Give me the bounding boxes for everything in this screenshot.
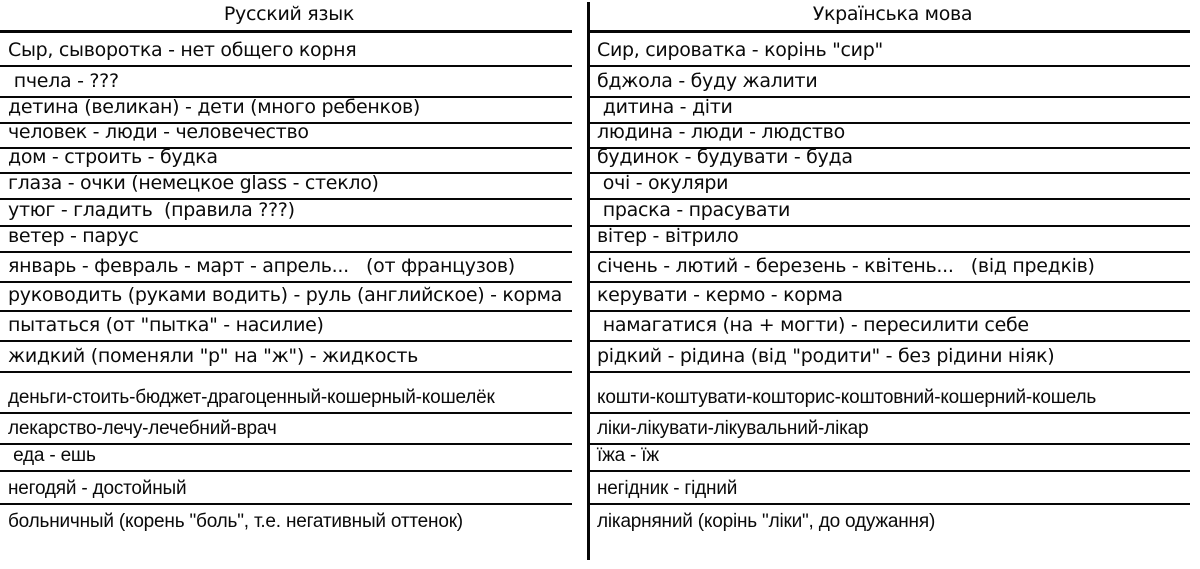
- cell-russian: ветер - парус: [0, 227, 572, 253]
- cell-russian: еда - ешь: [0, 445, 572, 472]
- table-row: [0, 472, 1200, 505]
- cell-russian: жидкий (поменяли "р" на "ж") - жидкость: [0, 342, 572, 373]
- table-row: [0, 33, 1200, 67]
- line-gap: [572, 312, 588, 342]
- cell-ukrainian: будинок - будувати - буда: [588, 149, 1190, 174]
- cell-ukrainian: дитина - діти: [588, 98, 1190, 124]
- cell-russian: руководить (руками водить) - руль (английское) - корма: [0, 283, 572, 312]
- line-gap: [572, 414, 588, 445]
- cell-ukrainian: лікарняний (корінь "ліки", до одужання): [597, 511, 936, 532]
- cell-ukrainian: людина - люди - людство: [588, 124, 1190, 149]
- line-gap: [572, 472, 588, 505]
- table-row: [0, 67, 1200, 98]
- cell-russian: человек - люди - человечество: [0, 124, 572, 149]
- cell-russian: лекарство-лечу-лечебний-врач: [0, 414, 572, 445]
- cell-russian: негодяй - достойный: [0, 472, 572, 505]
- line-gap: [572, 283, 588, 312]
- table-row: [0, 414, 1200, 445]
- cell-ukrainian: вітер - вітрило: [588, 227, 1190, 253]
- cell-russian: глаза - очки (немецкое glass - стекло): [0, 174, 572, 200]
- cell-russian: больничный (корень "боль", т.е. негативный оттенок): [8, 511, 463, 532]
- cell-ukrainian: січень - лютий - березень - квітень... (від предків): [588, 253, 1190, 283]
- cell-russian: пытаться (от "пытка" - насилие): [0, 312, 572, 342]
- line-gap: [572, 67, 588, 98]
- table-row: [0, 445, 1200, 472]
- cell-ukrainian: Сир, сироватка - корінь "сир": [588, 33, 1190, 67]
- line-gap: [572, 149, 588, 174]
- line-gap: [572, 445, 588, 472]
- cell-russian: январь - февраль - март - апрель... (от французов): [0, 253, 572, 283]
- cell-ukrainian: очі - окуляри: [588, 174, 1190, 200]
- table-header-row: [0, 0, 1200, 33]
- table-row: [0, 312, 1200, 342]
- table-row: [0, 342, 1200, 373]
- line-gap: [572, 174, 588, 200]
- line-gap: [572, 342, 588, 373]
- cell-ukrainian: рідкий - рідина (від "родити" - без рідини ніяк): [588, 342, 1190, 373]
- table-row: [0, 200, 1200, 227]
- cell-ukrainian: негідник - гідний: [588, 472, 1190, 505]
- table-body: [0, 33, 1200, 569]
- cell-ukrainian: керувати - кермо - корма: [588, 283, 1190, 312]
- line-gap: [572, 227, 588, 253]
- cell-ukrainian: намагатися (на + могти) - пересилити себе: [588, 312, 1190, 342]
- line-gap: [572, 0, 588, 33]
- cell-russian: дом - строить - будка: [0, 149, 572, 174]
- line-gap: [572, 505, 588, 569]
- table-row: [0, 146, 1200, 174]
- table-row: [0, 373, 1200, 414]
- cell-ukrainian: ліки-лікувати-лікувальний-лікар: [588, 414, 1190, 445]
- line-gap: [572, 200, 588, 227]
- line-gap: [572, 373, 588, 414]
- column-header-russian: Русский язык: [0, 0, 572, 33]
- cell-russian: пчела - ???: [0, 67, 572, 98]
- cell-ukrainian: бджола - буду жалити: [588, 67, 1190, 98]
- line-gap: [572, 253, 588, 283]
- table-row: [0, 227, 1200, 253]
- table-row: [0, 283, 1200, 312]
- cell-russian: детина (великан) - дети (много ребенков): [0, 98, 572, 124]
- cell-ukrainian: їжа - їж: [588, 445, 1190, 472]
- column-divider-line: [587, 2, 590, 560]
- cell-ukrainian: праска - прасувати: [588, 200, 1190, 227]
- cell-russian: утюг - гладить (правила ???): [0, 200, 572, 227]
- table-row: [0, 174, 1200, 200]
- column-header-ukrainian: Українська мова: [588, 0, 1190, 33]
- table-row: [0, 253, 1200, 283]
- line-gap: [572, 98, 588, 124]
- cell-russian: деньги-стоить-бюджет-драгоценный-кошерный-кошелёк: [0, 373, 572, 414]
- cell-ukrainian: кошти-коштувати-кошторис-коштовний-кошерний-кошель: [588, 373, 1190, 414]
- line-gap: [572, 124, 588, 149]
- table-row: [0, 505, 1200, 569]
- cell-russian: Сыр, сыворотка - нет общего корня: [0, 33, 572, 67]
- line-gap: [572, 33, 588, 67]
